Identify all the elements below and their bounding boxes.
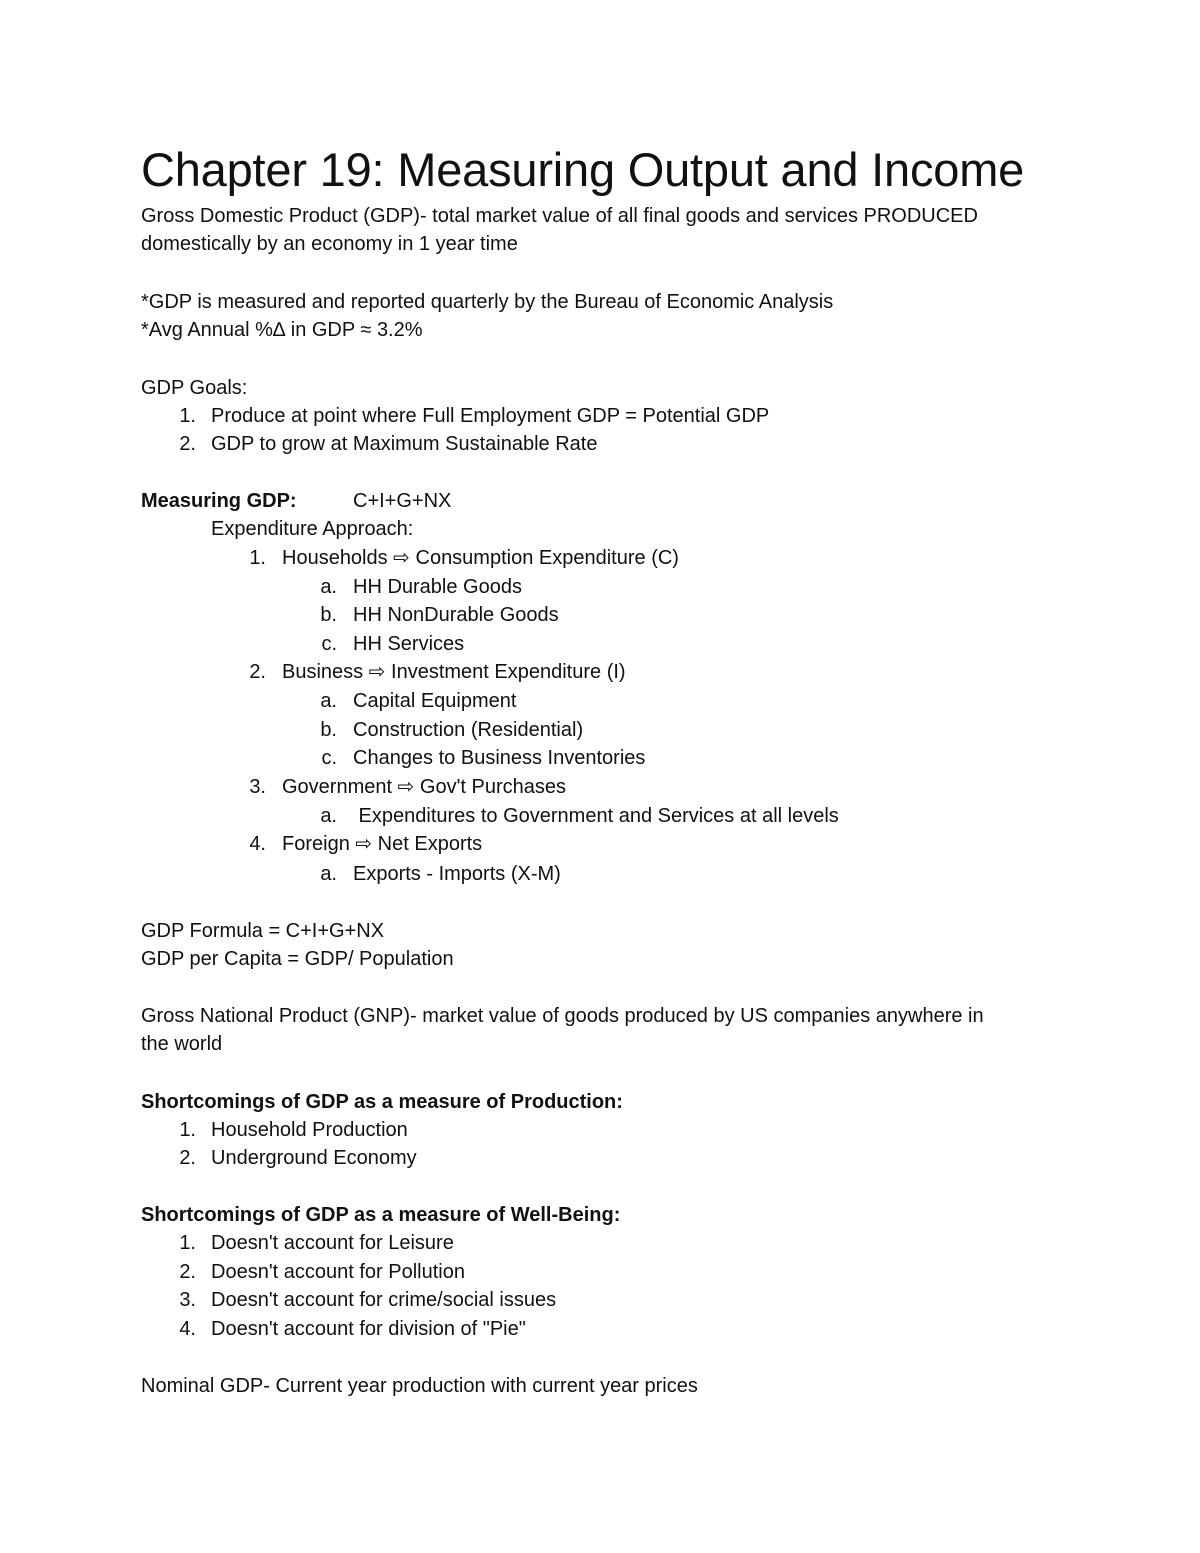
list-letter: b.: [320, 719, 337, 741]
gnp-definition-line-1: Gross National Product (GNP)- market value of goods produced by US companies anywhere in: [141, 1005, 984, 1027]
list-item: Doesn't account for Leisure: [211, 1232, 454, 1254]
list-item: Produce at point where Full Employment GDP = Potential GDP: [211, 405, 770, 427]
shortcomings-production-heading: Shortcomings of GDP as a measure of Production:: [141, 1091, 623, 1113]
list-letter: a.: [320, 805, 337, 827]
list-item: GDP to grow at Maximum Sustainable Rate: [211, 433, 598, 455]
note-annual-change: *Avg Annual %∆ in GDP ≈ 3.2%: [141, 319, 423, 341]
list-letter: a.: [320, 863, 337, 885]
list-item: Underground Economy: [211, 1147, 417, 1169]
list-number: 2.: [179, 1147, 196, 1169]
list-subitem: HH NonDurable Goods: [353, 604, 559, 626]
list-letter: c.: [321, 633, 337, 655]
list-item: Doesn't account for Pollution: [211, 1261, 465, 1283]
list-number: 1.: [179, 1119, 196, 1141]
note-quarterly: *GDP is measured and reported quarterly by the Bureau of Economic Analysis: [141, 291, 834, 313]
gdp-definition-line-1: Gross Domestic Product (GDP)- total market value of all final goods and services PRODUCED: [141, 205, 978, 227]
list-subitem: HH Services: [353, 633, 465, 655]
list-letter: c.: [321, 747, 337, 769]
list-subitem: Expenditures to Government and Services at all levels: [353, 805, 839, 827]
list-subitem: Construction (Residential): [353, 719, 584, 741]
list-number: 2.: [249, 661, 266, 683]
list-number: 1.: [179, 1232, 196, 1254]
list-number: 4.: [179, 1318, 196, 1340]
list-item: Business ⇨ Investment Expenditure (I): [282, 661, 626, 683]
page-title: Chapter 19: Measuring Output and Income: [141, 143, 1025, 196]
list-subitem: Capital Equipment: [353, 690, 517, 712]
list-number: 1.: [179, 405, 196, 427]
list-subitem: HH Durable Goods: [353, 576, 522, 598]
list-item: Foreign ⇨ Net Exports: [282, 833, 483, 855]
list-item: Doesn't account for crime/social issues: [211, 1289, 557, 1311]
list-number: 2.: [179, 1261, 196, 1283]
nominal-gdp-line: Nominal GDP- Current year production with current year prices: [141, 1375, 698, 1397]
list-subitem: Changes to Business Inventories: [353, 747, 646, 769]
gdp-per-capita-line: GDP per Capita = GDP/ Population: [141, 948, 454, 970]
list-number: 4.: [249, 833, 266, 855]
gdp-formula-line: GDP Formula = C+I+G+NX: [141, 920, 385, 942]
gdp-definition-line-2: domestically by an economy in 1 year time: [141, 233, 518, 255]
list-number: 2.: [179, 433, 196, 455]
list-letter: a.: [320, 690, 337, 712]
list-letter: a.: [320, 576, 337, 598]
gdp-goals-heading: GDP Goals:: [141, 377, 248, 399]
shortcomings-wellbeing-heading: Shortcomings of GDP as a measure of Well-Being:: [141, 1204, 621, 1226]
gnp-definition-line-2: the world: [141, 1033, 223, 1055]
list-item: Government ⇨ Gov't Purchases: [282, 776, 567, 798]
list-number: 3.: [249, 776, 266, 798]
list-item: Households ⇨ Consumption Expenditure (C): [282, 547, 679, 569]
measuring-gdp-heading: Measuring GDP:: [141, 490, 297, 512]
list-item: Household Production: [211, 1119, 408, 1141]
list-number: 3.: [179, 1289, 196, 1311]
measuring-gdp-formula: C+I+G+NX: [353, 490, 452, 512]
list-subitem: Exports - Imports (X-M): [353, 863, 561, 885]
list-number: 1.: [249, 547, 266, 569]
expenditure-approach-label: Expenditure Approach:: [211, 518, 414, 540]
list-item: Doesn't account for division of "Pie": [211, 1318, 526, 1340]
list-letter: b.: [320, 604, 337, 626]
